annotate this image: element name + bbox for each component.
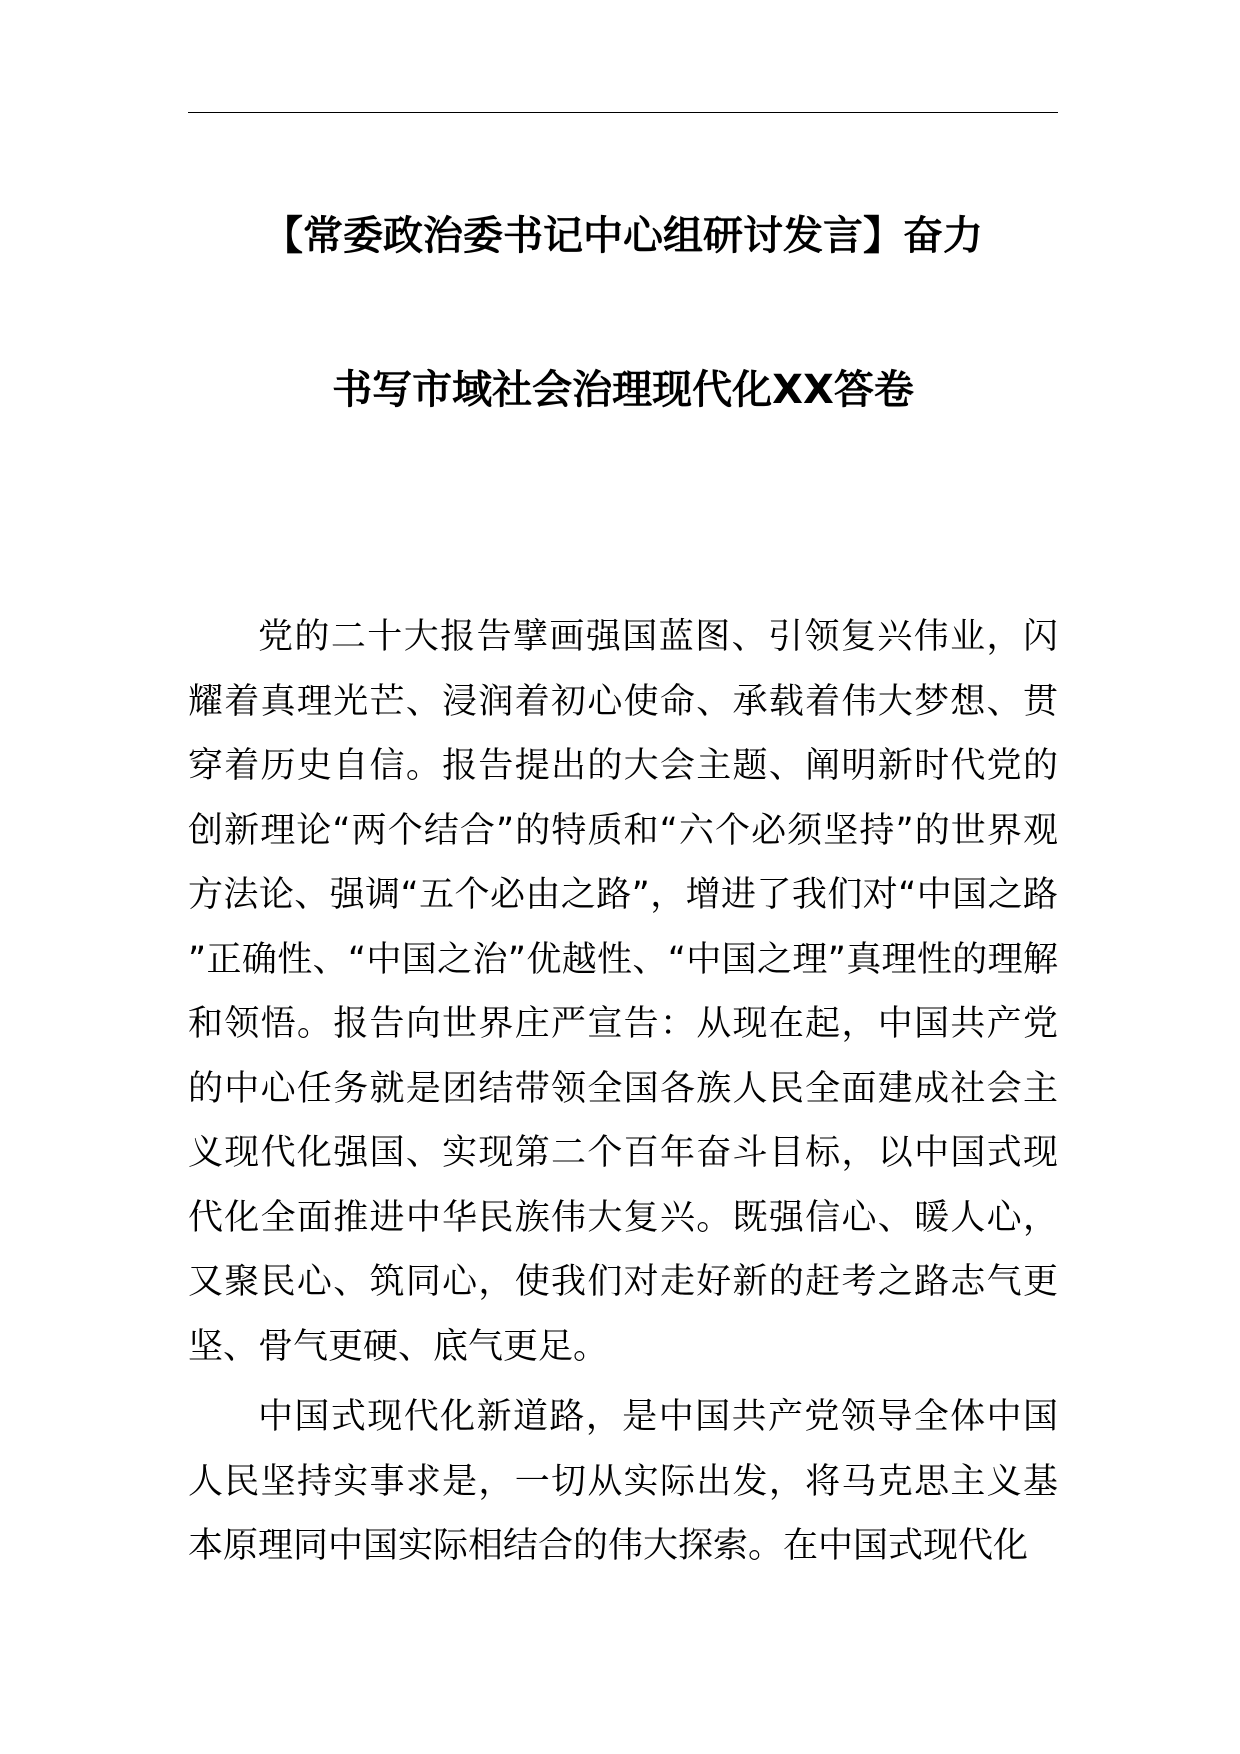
header-rule (188, 112, 1058, 113)
body-paragraph-2: 中国式现代化新道路，是中国共产党领导全体中国人民坚持实事求是，一切从实际出发，将马克思主义基本原理同中国实际相结合的伟大探索。在中国式现代化 (188, 1397, 1058, 1566)
document-title-line-2: 书写市域社会治理现代化XX答卷 (332, 367, 914, 413)
body-paragraph-1: 党的二十大报告擘画强国蓝图、引领复兴伟业，闪耀着真理光芒、浸润着初心使命、承载着伟大梦想、贯穿着历史自信。报告提出的大会主题、阐明新时代党的创新理论“两个结合”的特质和“六个必须坚持”的世界观方法论、强调“五个必由之路”，增进了我们对“中国之路”正确性、“中国之治”优越性、“中国之理”真理性的理解和领悟。报告向世界庄严宣告：从现在起，中国共产党的中心任务就是团结带领全国各族人民全面建成社会主义现代化强国、实现第二个百年奋斗目标，以中国式现代化全面推进中华民族伟大复兴。既强信心、暖人心，又聚民心、筑同心，使我们对走好新的赶考之路志气更坚、骨气更硬、底气更足。 (188, 617, 1058, 1367)
document-title-line-1: 【常委政治委书记中心组研讨发言】奋力 (263, 213, 983, 259)
